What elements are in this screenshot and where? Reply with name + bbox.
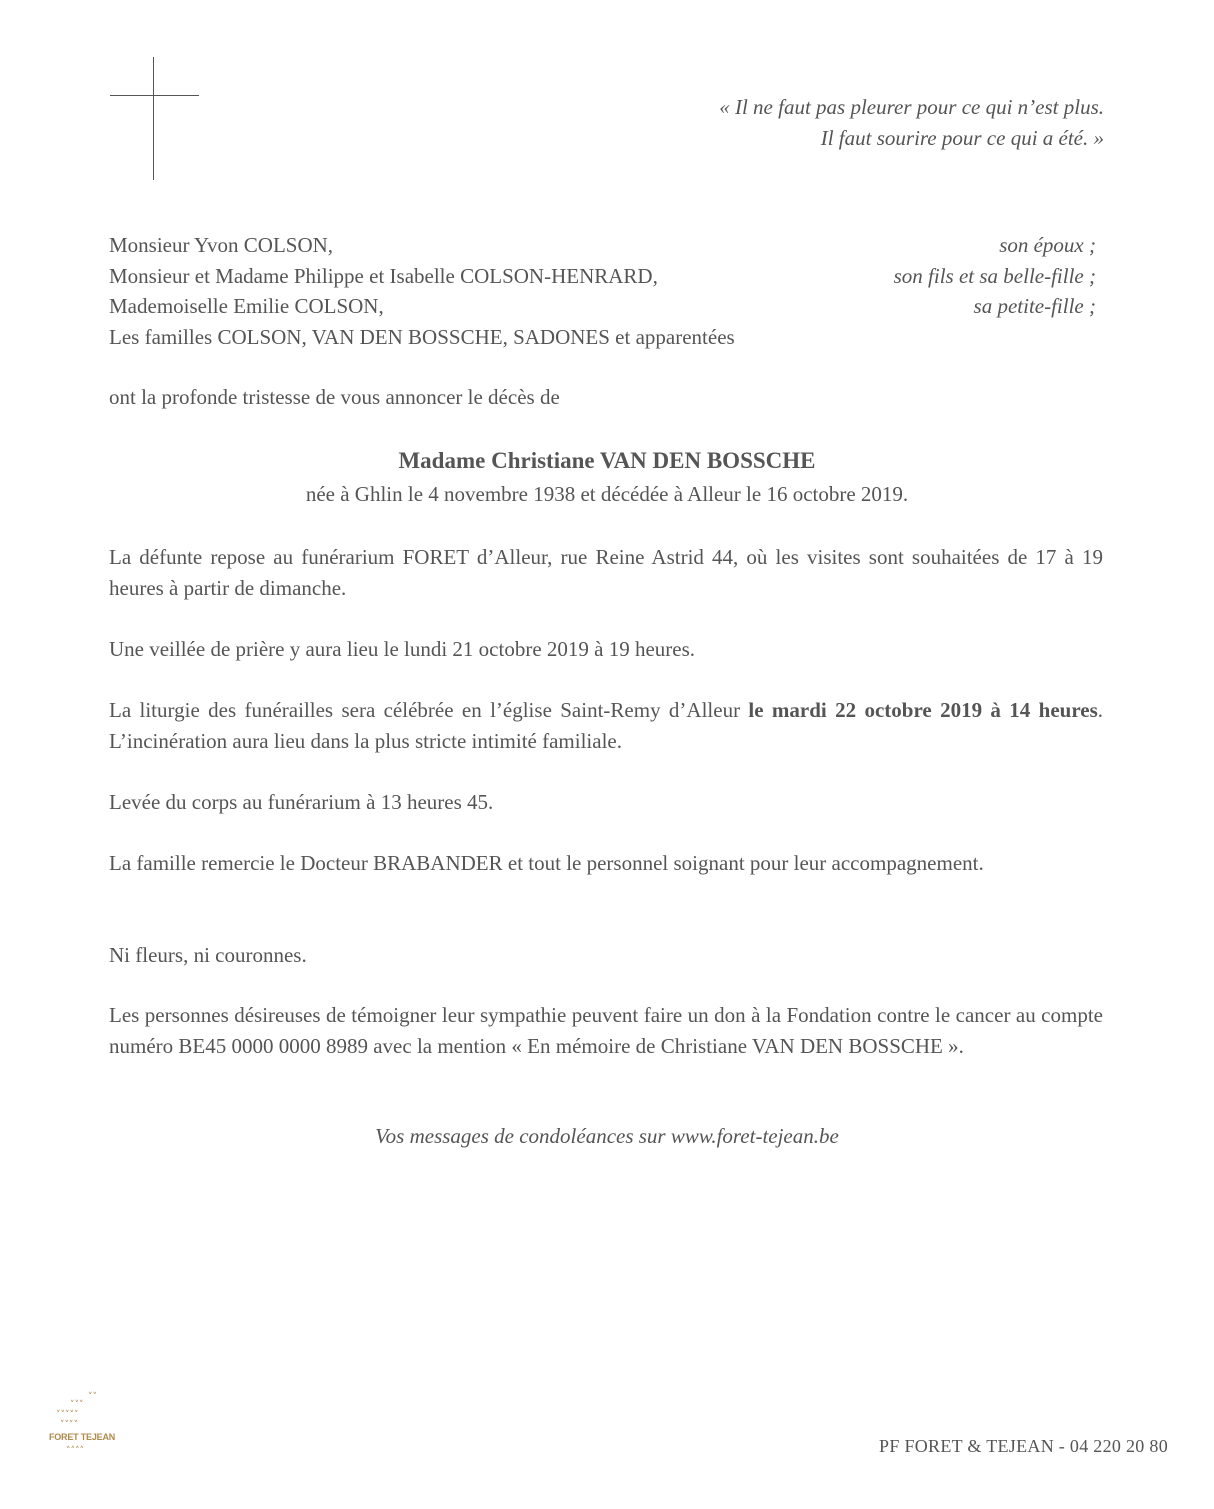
liturgy-date: le mardi 22 octobre 2019 à 14 heures [748, 698, 1098, 722]
bird-icon: ˅˅˅ [70, 1400, 84, 1410]
epigraph-quote [719, 92, 1104, 154]
condolences-link-text: Vos messages de condoléances sur www.foret-tejean.be [375, 1124, 839, 1148]
bird-icon: ˄˄˄˄ [66, 1446, 84, 1456]
family-relation: sa petite-fille ; [973, 294, 1096, 318]
footer-contact: PF FORET & TEJEAN - 04 220 20 80 [879, 1436, 1168, 1456]
family-name: Monsieur et Madame Philippe et Isabelle COLSON-HENRARD, [109, 263, 658, 288]
foret-tejean-logo [48, 1392, 116, 1464]
bird-icon: ˅˅˅˅˅ [56, 1410, 79, 1420]
bird-icon: ˅˅ [88, 1392, 97, 1402]
family-name: Mademoiselle Emilie COLSON, [109, 294, 384, 318]
vigil-paragraph: Une veillée de prière y aura lieu le lundi 21 octobre 2019 à 19 heures. [109, 637, 696, 661]
liturgy-paragraph [109, 695, 1103, 756]
family-relation: son fils et sa belle-fille ; [893, 263, 1096, 288]
deceased-dates: née à Ghlin le 4 novembre 1938 et décédée à Alleur le 16 octobre 2019. [305, 482, 909, 506]
family-row [109, 322, 1096, 353]
family-relation: son époux ; [999, 233, 1096, 257]
family-row [109, 261, 1096, 292]
announcement-text: ont la profonde tristesse de vous annoncer le décès de [109, 385, 560, 409]
family-name: Les familles COLSON, VAN DEN BOSSCHE, SADONES et apparentées [109, 324, 735, 349]
flowers-paragraph: Ni fleurs, ni couronnes. [109, 943, 307, 967]
cross-icon [153, 57, 154, 180]
family-list [109, 230, 1096, 352]
liturgy-text: La liturgie des funérailles sera célébrée en l’église Saint-Remy d’Alleur [109, 698, 749, 722]
thanks-paragraph: La famille remercie le Docteur BRABANDER et tout le personnel soignant pour leur accompagnement. [109, 851, 984, 875]
bird-icon: ˅˅˅˅ [60, 1420, 78, 1430]
deceased-name: Madame Christiane VAN DEN BOSSCHE [398, 448, 816, 473]
visits-paragraph: La défunte repose au funérarium FORET d’Alleur, rue Reine Astrid 44, où les visites sont souhaitées de 17 à 19 heures à partir de dimanche. [109, 545, 1103, 600]
family-row [109, 230, 1096, 261]
quote-line-1: « Il ne faut pas pleurer pour ce qui n’est plus. [719, 95, 1104, 119]
cross-icon-bar [110, 95, 199, 96]
family-row [109, 291, 1096, 322]
quote-line-2: Il faut sourire pour ce qui a été. » [820, 126, 1104, 150]
family-name: Monsieur Yvon COLSON, [109, 233, 334, 257]
logo-text: FORET TEJEAN [48, 1432, 116, 1442]
levee-paragraph: Levée du corps au funérarium à 13 heures 45. [109, 790, 494, 814]
liturgy-text-end: . L’incinération aura lieu dans la plus stricte intimité familiale. [109, 698, 1104, 753]
donation-paragraph: Les personnes désireuses de témoigner leur sympathie peuvent faire un don à la Fondation contre le cancer au compte numéro BE45 0000 0000 8989 avec la mention « En mémoire de Christiane VAN DEN BOSSCHE ». [109, 1003, 1103, 1058]
